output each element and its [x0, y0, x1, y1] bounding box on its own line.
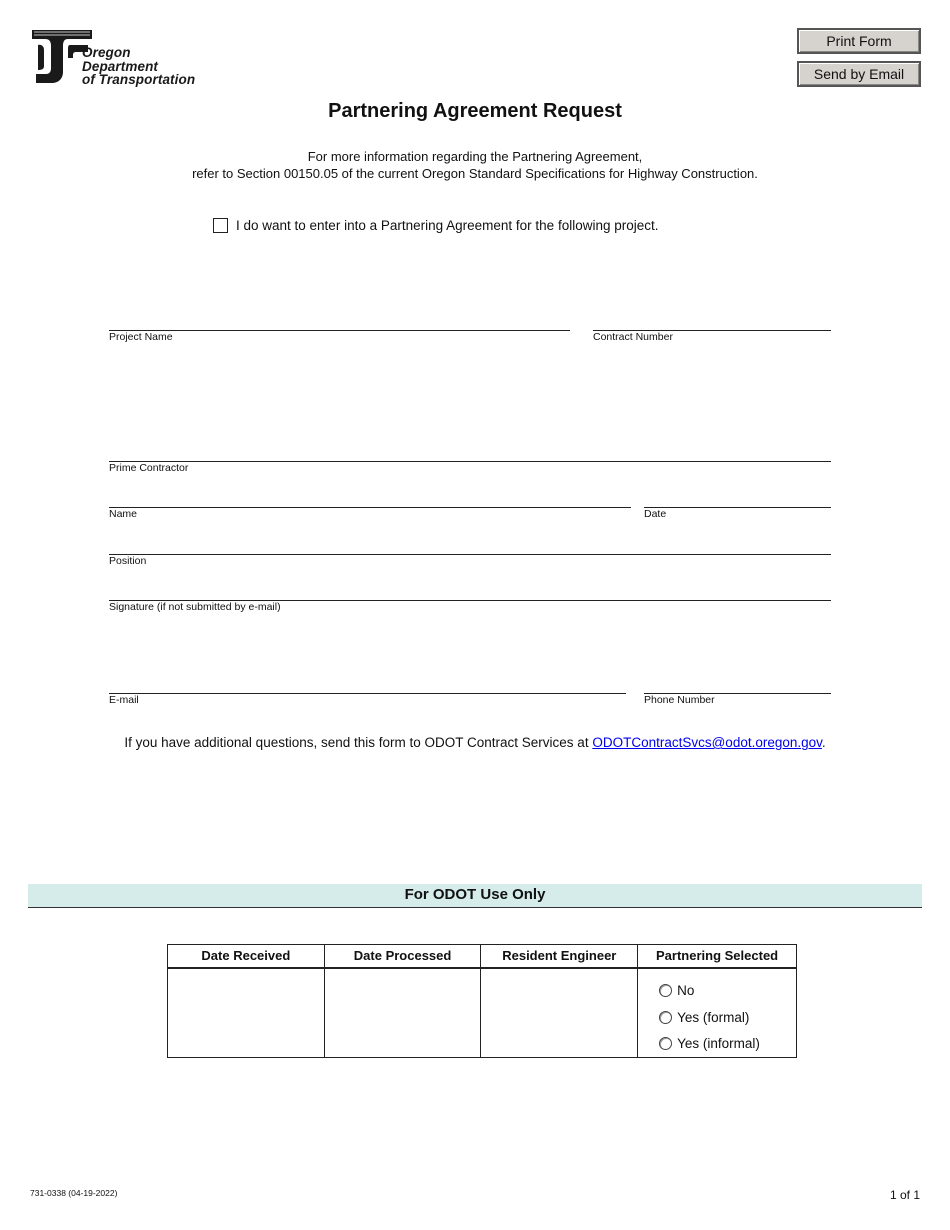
radio-option-yes-formal[interactable]: [659, 1004, 796, 1031]
odot-logo: [30, 28, 220, 88]
radio-yes-informal[interactable]: [659, 1037, 672, 1050]
agreement-row: [213, 218, 659, 233]
radio-no[interactable]: [659, 984, 672, 997]
logo-line-2: Department: [82, 58, 159, 74]
logo-line-1: Oregon: [82, 45, 131, 60]
name-field[interactable]: [109, 507, 631, 508]
radio-yes-formal-label: Yes (formal): [677, 1009, 750, 1025]
contact-suffix: .: [821, 735, 826, 750]
radio-yes-informal-label: Yes (informal): [677, 1036, 760, 1052]
partnering-radio-group: [638, 969, 796, 1058]
project-name-field[interactable]: [109, 330, 570, 331]
radio-no-label: No: [677, 983, 695, 999]
name-label: Name: [109, 508, 138, 520]
col-date-processed: Date Processed: [324, 945, 481, 968]
position-label: Position: [109, 555, 147, 567]
email-field[interactable]: [109, 693, 626, 694]
send-by-email-button[interactable]: Send by Email: [797, 61, 921, 87]
prime-contractor-field[interactable]: [109, 461, 831, 462]
form-number: 731-0338 (04-19-2022): [30, 1188, 118, 1198]
prime-contractor-label: Prime Contractor: [109, 462, 189, 474]
project-name-label: Project Name: [109, 331, 173, 343]
info-line-2: refer to Section 00150.05 of the current Oregon Standard Specifications for Highway Construction.: [192, 166, 758, 181]
radio-option-yes-informal[interactable]: [659, 1031, 796, 1058]
logo-line-3: of Transportation: [82, 72, 196, 87]
date-label: Date: [644, 508, 667, 520]
partnering-selected-cell: [638, 968, 797, 1058]
page-number: 1 of 1: [889, 1188, 920, 1202]
col-date-received: Date Received: [168, 945, 325, 968]
resident-engineer-cell[interactable]: [481, 968, 638, 1058]
agreement-label: I do want to enter into a Partnering Agreement for the following project.: [236, 218, 659, 233]
position-field[interactable]: [109, 554, 831, 555]
odot-use-table: [167, 944, 797, 1058]
date-field[interactable]: [644, 507, 831, 508]
signature-label: Signature (if not submitted by e-mail): [109, 601, 281, 613]
col-resident-engineer: Resident Engineer: [481, 945, 638, 968]
contact-text: If you have additional questions, send this form to ODOT Contract Services at: [124, 735, 593, 750]
odot-use-only-header: For ODOT Use Only: [28, 884, 922, 908]
agreement-checkbox[interactable]: [213, 218, 228, 233]
date-processed-cell[interactable]: [324, 968, 481, 1058]
page-title: Partnering Agreement Request: [328, 100, 622, 122]
phone-number-label: Phone Number: [644, 694, 715, 706]
info-line-1: For more information regarding the Partnering Agreement,: [307, 149, 643, 164]
print-form-button[interactable]: Print Form: [797, 28, 921, 54]
col-partnering-selected: Partnering Selected: [638, 945, 797, 968]
radio-yes-formal[interactable]: [659, 1011, 672, 1024]
contact-line: [0, 735, 950, 750]
radio-option-no[interactable]: [659, 978, 796, 1005]
email-label: E-mail: [109, 694, 139, 706]
date-received-cell[interactable]: [168, 968, 325, 1058]
contact-email-link[interactable]: ODOTContractSvcs@odot.oregon.gov: [592, 735, 822, 750]
contract-number-label: Contract Number: [593, 331, 673, 343]
odot-logo-text: [82, 46, 195, 87]
